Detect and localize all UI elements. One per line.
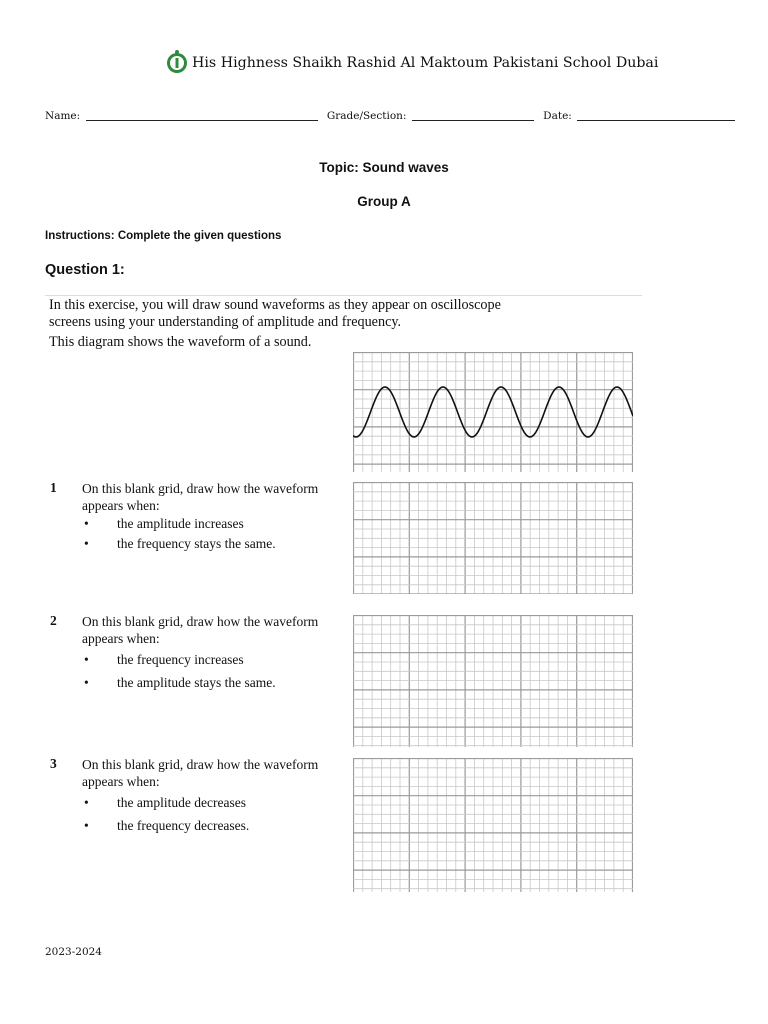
- item-prompt: On this blank grid, draw how the waveform appears when:: [82, 614, 319, 646]
- item-bullet: the frequency decreases.: [117, 818, 250, 833]
- page-header: [0, 47, 768, 83]
- intro-line: This diagram shows the waveform of a sound.: [49, 334, 312, 350]
- student-info-fields: [45, 108, 725, 128]
- group-heading: Group A: [357, 194, 411, 209]
- school-crest-icon: [164, 49, 190, 75]
- date-field[interactable]: [577, 108, 735, 121]
- item-bullet: the amplitude stays the same.: [117, 675, 276, 690]
- divider: [45, 295, 642, 296]
- instructions: Instructions: Complete the given questions: [45, 230, 282, 242]
- intro-line: In this exercise, you will draw sound waveforms as they appear on oscilloscope: [49, 297, 501, 313]
- item-number: 1: [50, 480, 57, 495]
- grade-section-label: Grade/Section:: [326, 110, 407, 122]
- topic-heading: Topic: Sound waves: [319, 160, 449, 175]
- name-label: Name:: [45, 110, 81, 122]
- bullet: •: [84, 818, 89, 833]
- answer-grid-3[interactable]: [353, 758, 633, 892]
- answer-grid-1[interactable]: [353, 482, 633, 594]
- date-label: Date:: [543, 110, 572, 122]
- academic-year: 2023-2024: [45, 946, 102, 958]
- item-number: 3: [50, 756, 57, 771]
- question-item-2: [50, 613, 340, 697]
- question-item-1: [50, 480, 340, 560]
- school-name: His Highness Shaikh Rashid Al Maktoum Pakistani School Dubai: [192, 55, 659, 71]
- question-item-3: [50, 756, 340, 840]
- exercise-intro: [49, 297, 649, 351]
- answer-grid-2[interactable]: [353, 615, 633, 747]
- item-bullet: the frequency increases: [117, 652, 244, 667]
- reference-waveform-grid: [353, 352, 633, 472]
- bullet: •: [84, 516, 89, 531]
- item-bullet: the amplitude decreases: [117, 795, 246, 810]
- item-prompt: On this blank grid, draw how the waveform appears when:: [82, 481, 319, 513]
- question-title: Question 1:: [45, 262, 125, 278]
- bullet: •: [84, 536, 89, 551]
- grade-section-field[interactable]: [412, 108, 534, 121]
- item-number: 2: [50, 613, 57, 628]
- item-bullet: the amplitude increases: [117, 516, 244, 531]
- bullet: •: [84, 795, 89, 810]
- name-field[interactable]: [86, 108, 318, 121]
- item-bullet: the frequency stays the same.: [117, 536, 276, 551]
- bullet: •: [84, 652, 89, 667]
- item-prompt: On this blank grid, draw how the waveform appears when:: [82, 757, 319, 789]
- intro-line: screens using your understanding of amplitude and frequency.: [49, 314, 402, 330]
- bullet: •: [84, 675, 89, 690]
